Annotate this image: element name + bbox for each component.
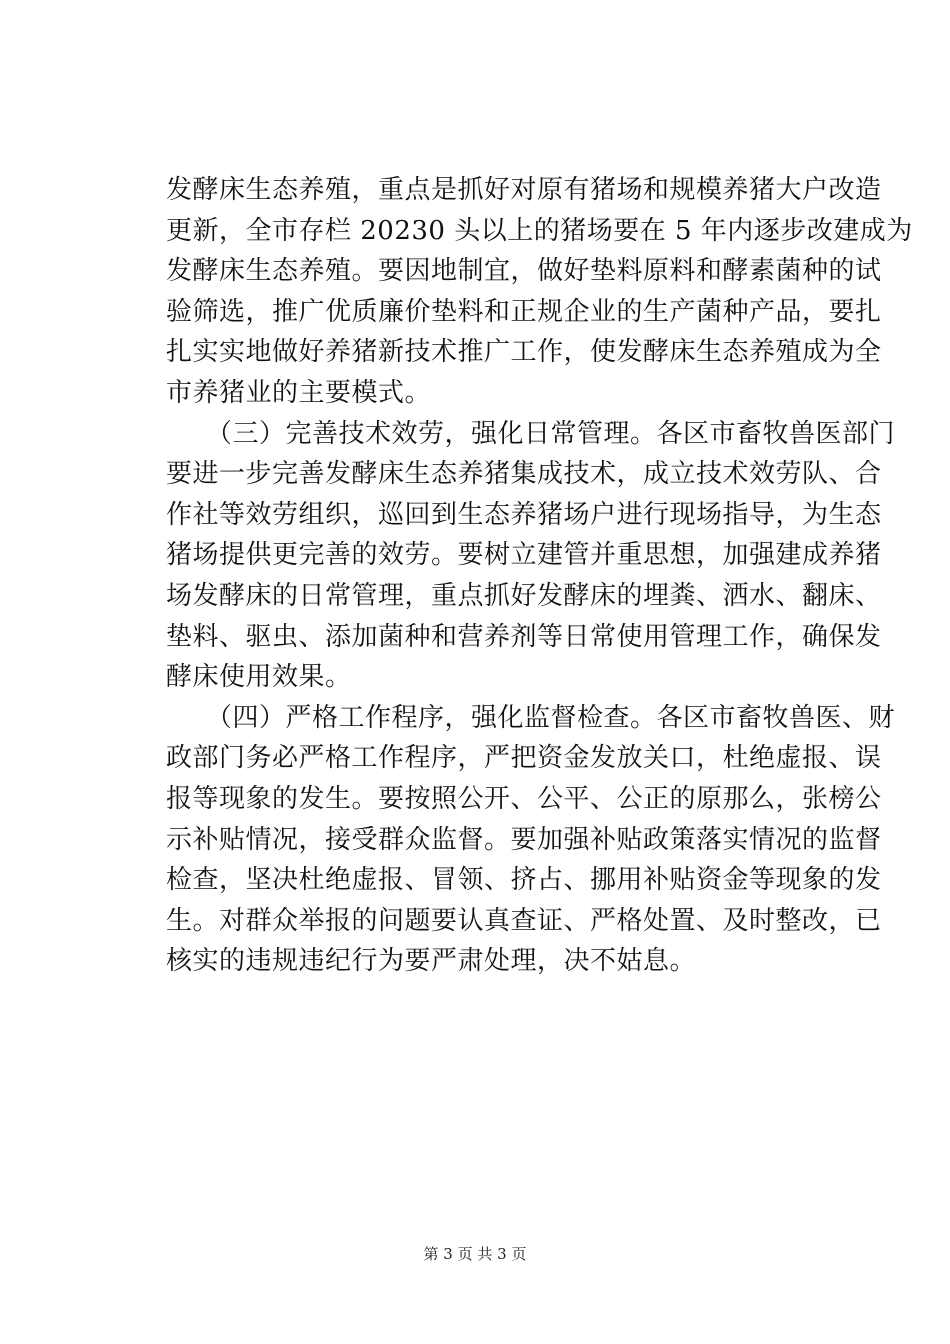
text-line: 检查，坚决杜绝虚报、冒领、挤占、挪用补贴资金等现象的发 xyxy=(166,865,882,896)
text-line: 作社等效劳组织，巡回到生态养猪场户进行现场指导，为生态 xyxy=(166,499,882,530)
text-line: 扎实实地做好养猪新技术推广工作，使发酵床生态养殖成为全 xyxy=(166,337,882,368)
text-line: 酵床使用效果。 xyxy=(166,662,352,693)
text-line: 要进一步完善发酵床生态养猪集成技术，成立技术效劳队、合 xyxy=(166,459,882,490)
text-line: 场发酵床的日常管理，重点抓好发酵床的埋粪、洒水、翻床、 xyxy=(166,580,882,611)
text-line: （三）完善技术效劳，强化日常管理。各区市畜牧兽医部门 xyxy=(166,418,896,449)
text-line: 市养猪业的主要模式。 xyxy=(166,377,432,408)
text-line: 核实的违规违纪行为要严肃处理，决不姑息。 xyxy=(166,946,697,977)
text-line: 垫料、驱虫、添加菌种和营养剂等日常使用管理工作，确保发 xyxy=(166,621,882,652)
text-line: 报等现象的发生。要按照公开、公平、公正的原那么，张榜公 xyxy=(166,783,882,814)
page-number: 第 3 页 共 3 页 xyxy=(423,1245,527,1263)
text-line: （四）严格工作程序，强化监督检查。各区市畜牧兽医、财 xyxy=(166,702,896,733)
text-line: 政部门务必严格工作程序，严把资金发放关口，杜绝虚报、误 xyxy=(166,743,882,774)
page-footer xyxy=(0,1244,950,1264)
text-line: 发酵床生态养殖，重点是抓好对原有猪场和规模养猪大户改造 xyxy=(166,175,882,205)
document-body xyxy=(166,170,913,982)
text-line: 示补贴情况，接受群众监督。要加强补贴政策落实情况的监督 xyxy=(166,824,882,855)
text-line: 猪场提供更完善的效劳。要树立建管并重思想，加强建成养猪 xyxy=(166,540,882,571)
text-line: 发酵床生态养殖。要因地制宜，做好垫料原料和酵素菌种的试 xyxy=(166,256,882,287)
text-line: 更新，全市存栏 20230 头以上的猪场要在 5 年内逐步改建成为 xyxy=(166,215,913,246)
text-line: 验筛选，推广优质廉价垫料和正规企业的生产菌种产品，要扎 xyxy=(166,296,882,327)
text-line: 生。对群众举报的问题要认真查证、严格处置、及时整改，已 xyxy=(166,905,882,936)
